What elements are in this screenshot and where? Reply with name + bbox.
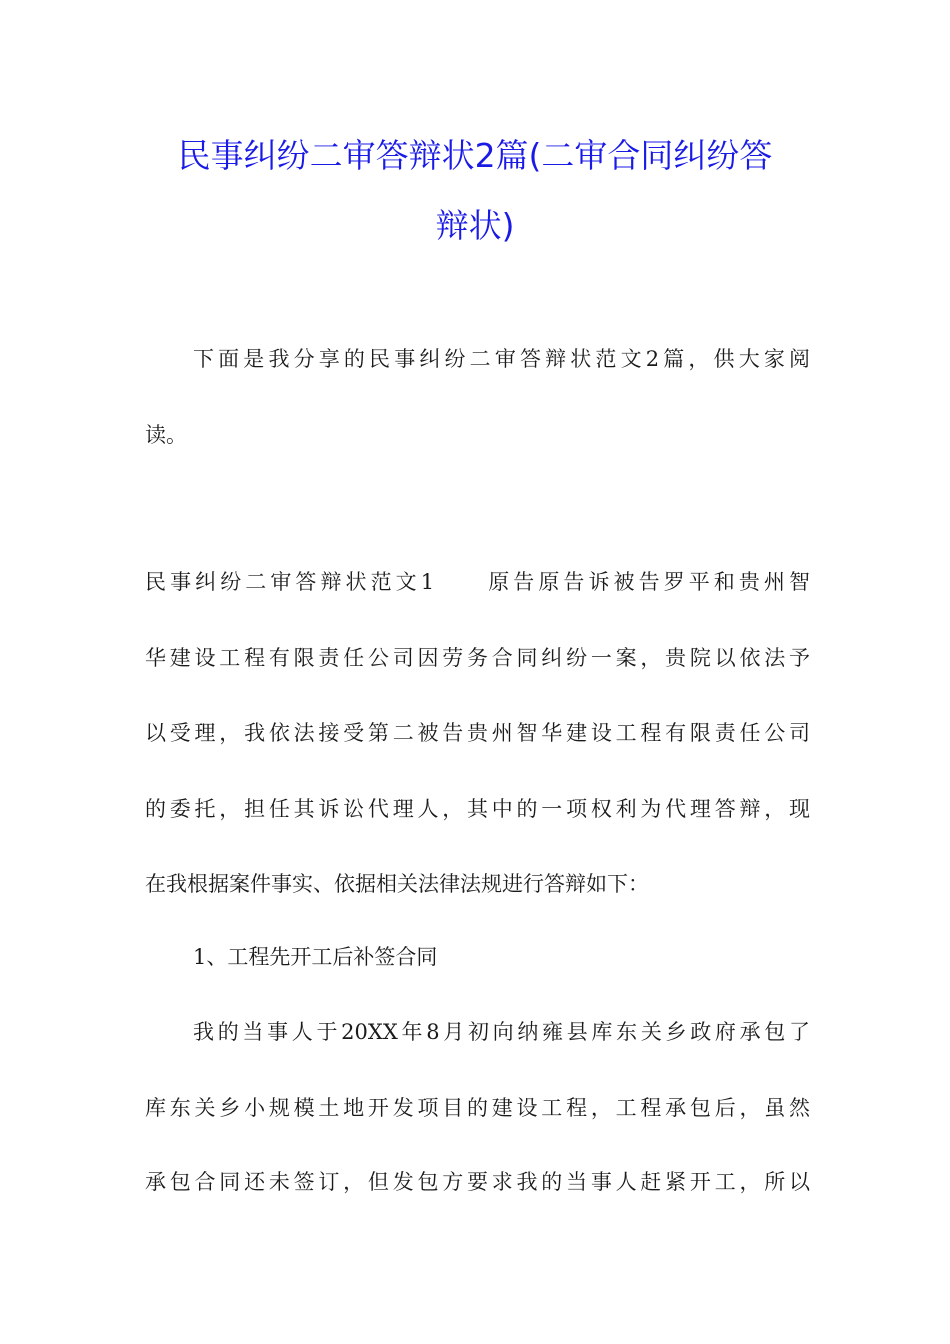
document-title-line-1: 民事纠纷二审答辩状2篇(二审合同纠纷答 [177,136,773,175]
body-paragraph-line-2: 华建设工程有限责任公司因劳务合同纠纷一案，贵院以依法予 [145,646,810,670]
body-paragraph-line-1: 民事纠纷二审答辩状范文1 原告原告诉被告罗平和贵州智 [145,570,810,594]
body-paragraph-line-3: 以受理，我依法接受第二被告贵州智华建设工程有限责任公司 [145,721,810,745]
body-paragraph-line-5: 在我根据案件事实、依据相关法律法规进行答辩如下： [145,872,649,896]
section-paragraph-line-1: 我的当事人于20XX年8月初向纳雍县库东关乡政府承包了 [193,1020,810,1044]
document-title-line-2: 辩状) [435,206,515,245]
section-heading-1: 1、工程先开工后补签合同 [193,945,438,969]
section-paragraph-line-2: 库东关乡小规模土地开发项目的建设工程，工程承包后，虽然 [145,1096,810,1120]
body-paragraph-line-4: 的委托，担任其诉讼代理人，其中的一项权利为代理答辩，现 [145,797,810,821]
section-paragraph-line-3: 承包合同还未签订，但发包方要求我的当事人赶紧开工，所以 [145,1170,810,1194]
intro-paragraph-line-1: 下面是我分享的民事纠纷二审答辩状范文2篇，供大家阅 [193,347,810,371]
intro-paragraph-line-2: 读。 [145,423,187,447]
